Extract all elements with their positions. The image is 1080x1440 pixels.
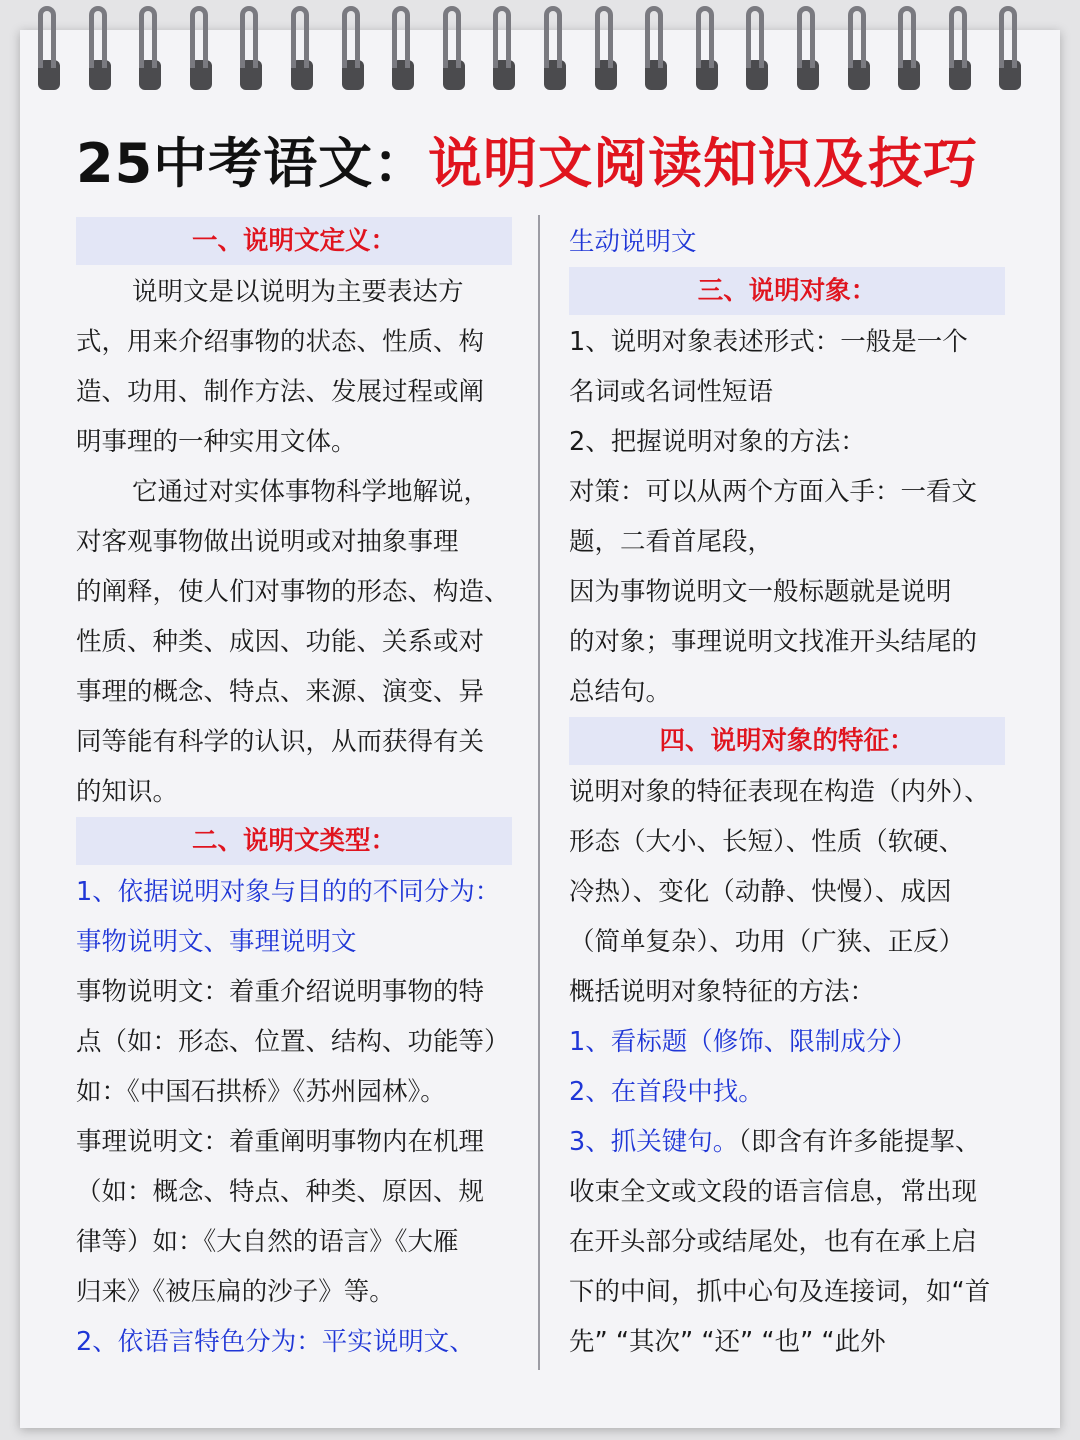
text-line: 式，用来介绍事物的状态、性质、构	[76, 327, 485, 357]
binding-ring	[236, 6, 266, 94]
binding-wire	[38, 6, 56, 68]
binding-ring	[641, 6, 671, 94]
binding-wire	[89, 6, 107, 68]
binding-wire	[544, 6, 562, 68]
text-line: 说明文是以说明为主要表达方	[132, 277, 464, 307]
page-title	[76, 124, 1036, 204]
binding-ring	[135, 6, 165, 94]
binding-wire	[645, 6, 663, 68]
binding-ring	[591, 6, 621, 94]
text-line: 同等能有科学的认识，从而获得有关	[76, 727, 485, 757]
blue-text-line: 2、依语言特色分为：平实说明文、	[76, 1327, 475, 1357]
text-line: 概括说明对象特征的方法：	[569, 977, 876, 1007]
text-line: 因为事物说明文一般标题就是说明	[569, 577, 952, 607]
text-line: （简单复杂）、功用（广狭、正反）	[569, 927, 965, 957]
binding-ring	[489, 6, 519, 94]
text-line: 事物说明文：着重介绍说明事物的特	[76, 977, 485, 1007]
text-line: 明事理的一种实用文体。	[76, 427, 357, 457]
text-line: 下的中间，抓中心句及连接词，如“首	[569, 1277, 991, 1307]
binding-wire	[595, 6, 613, 68]
text-line: 律等）如：《大自然的语言》《大雁	[76, 1227, 459, 1257]
text-line: 的对象；事理说明文找准开头结尾的	[569, 627, 978, 657]
blue-text-line: 2、在首段中找。	[569, 1077, 764, 1107]
text-line: 的阐释，使人们对事物的形态、构造、	[76, 577, 510, 607]
column-divider	[538, 215, 540, 1370]
binding-ring	[287, 6, 317, 94]
text-line: 冷热）、变化（动静、快慢）、成因	[569, 877, 952, 907]
title-prefix: 25中考语文：	[76, 132, 429, 195]
binding-wire	[443, 6, 461, 68]
binding-ring	[844, 6, 874, 94]
text-line: 先” “其次” “还” “也” “此外	[569, 1327, 886, 1357]
binding-wire	[240, 6, 258, 68]
text-line: 收束全文或文段的语言信息，常出现	[569, 1177, 978, 1207]
spiral-binding	[0, 0, 1080, 100]
section-heading-features: 四、说明对象的特征：	[569, 717, 1005, 765]
binding-wire	[291, 6, 309, 68]
text-line: 归来》《被压扁的沙子》等。	[76, 1277, 395, 1307]
text-line: 对策：可以从两个方面入手：一看文	[569, 477, 978, 507]
text-line: 事理说明文：着重阐明事物内在机理	[76, 1127, 485, 1157]
binding-wire	[746, 6, 764, 68]
blue-text-line: 1、依据说明对象与目的的不同分为：	[76, 877, 501, 907]
text-line: 1、说明对象表述形式：一般是一个	[569, 327, 968, 357]
text-line: 对客观事物做出说明或对抽象事理	[76, 527, 459, 557]
text-line: 如：《中国石拱桥》《苏州园林》。	[76, 1077, 446, 1107]
binding-ring	[34, 6, 64, 94]
left-column	[76, 217, 516, 1367]
binding-ring	[540, 6, 570, 94]
text-line: 总结句。	[569, 677, 672, 707]
binding-wire	[898, 6, 916, 68]
text-line: 名词或名词性短语	[569, 377, 774, 407]
binding-ring	[338, 6, 368, 94]
text-line: 题，二看首尾段，	[569, 527, 774, 557]
binding-wire	[190, 6, 208, 68]
blue-text-line: 事物说明文、事理说明文	[76, 927, 357, 957]
text-line: 造、功用、制作方法、发展过程或阐	[76, 377, 485, 407]
blue-text-line: 生动说明文	[569, 227, 697, 257]
blue-text-line: 1、看标题（修饰、限制成分）	[569, 1027, 917, 1057]
binding-ring	[742, 6, 772, 94]
binding-ring	[439, 6, 469, 94]
binding-wire	[342, 6, 360, 68]
text-line: 的知识。	[76, 777, 179, 807]
text-line: 性质、种类、成因、功能、关系或对	[76, 627, 485, 657]
text-line: 说明对象的特征表现在构造（内外）、	[569, 777, 990, 807]
binding-ring	[894, 6, 924, 94]
binding-ring	[85, 6, 115, 94]
binding-wire	[999, 6, 1017, 68]
right-column	[569, 217, 1009, 1367]
binding-ring	[186, 6, 216, 94]
text-line: 2、把握说明对象的方法：	[569, 427, 866, 457]
section-heading-types: 二、说明文类型：	[76, 817, 512, 865]
binding-ring	[945, 6, 975, 94]
text-line: 形态（大小、长短）、性质（软硬、	[569, 827, 965, 857]
binding-ring	[388, 6, 418, 94]
binding-wire	[392, 6, 410, 68]
binding-wire	[493, 6, 511, 68]
text-line: 点（如：形态、位置、结构、功能等）	[76, 1027, 510, 1057]
text-line: （如：概念、特点、种类、原因、规	[76, 1177, 485, 1207]
text-span: （即含有许多能提挈、	[738, 1127, 981, 1157]
text-line-mixed	[569, 1117, 1009, 1167]
binding-wire	[949, 6, 967, 68]
blue-text-span: 3、抓关键句。	[569, 1127, 739, 1157]
binding-ring	[692, 6, 722, 94]
binding-ring	[793, 6, 823, 94]
section-heading-definition: 一、说明文定义：	[76, 217, 512, 265]
title-main: 说明文阅读知识及技巧	[428, 132, 979, 195]
text-line: 在开头部分或结尾处，也有在承上启	[569, 1227, 978, 1257]
text-line: 它通过对实体事物科学地解说，	[132, 477, 490, 507]
text-line: 事理的概念、特点、来源、演变、异	[76, 677, 485, 707]
binding-wire	[139, 6, 157, 68]
binding-wire	[848, 6, 866, 68]
binding-ring	[995, 6, 1025, 94]
binding-wire	[797, 6, 815, 68]
binding-wire	[696, 6, 714, 68]
section-heading-object: 三、说明对象：	[569, 267, 1005, 315]
